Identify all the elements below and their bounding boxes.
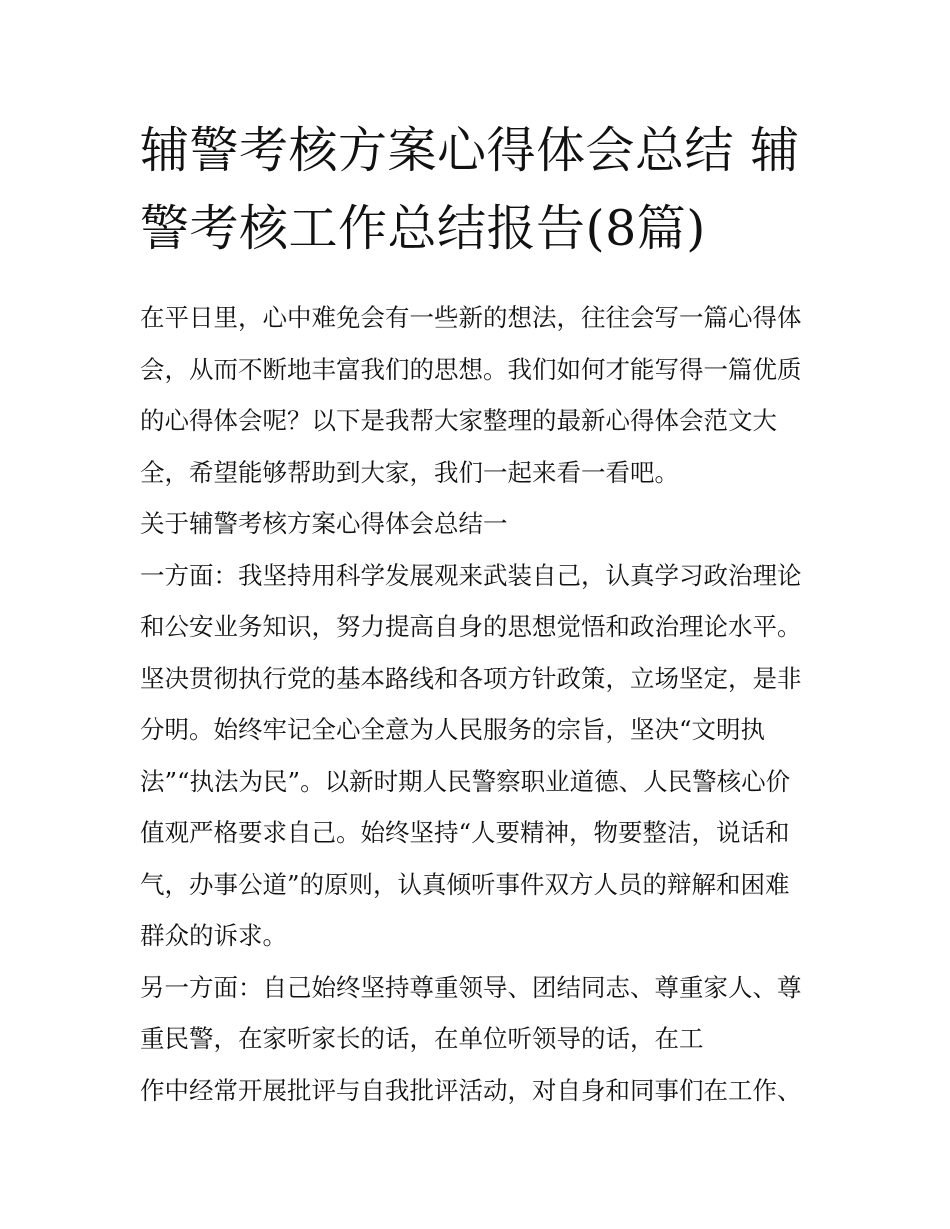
text-line: 一方面：我坚持用科学发展观来武装自己，认真学习政治理论 [140, 560, 802, 590]
text-line: 和公安业务知识，努力提高自身的思想觉悟和政治理论水平。 [140, 612, 802, 641]
text-line: 作中经常开展批评与自我批评活动，对自身和同事们在工作、 [140, 1075, 802, 1105]
text-line: 值观严格要求自己。始终坚持“人要精神，物要整洁，说话和 [140, 818, 790, 847]
body-paragraph-2 [140, 962, 820, 1117]
title-line: 辅警考核方案心得体会总结 辅 [140, 122, 800, 179]
title-line: 警考核工作总结报告(8篇) [140, 200, 706, 257]
text-line: 气，办事公道”的原则，认真倾听事件双方人员的辩解和困难 [140, 869, 790, 899]
text-line: 另一方面：自己始终坚持尊重领导、团结同志、尊重家人、尊 [140, 972, 802, 1002]
text-line: 群众的诉求。 [140, 921, 287, 950]
document-title [140, 112, 820, 268]
text-line: 分明。始终牢记全心全意为人民服务的宗旨，坚决“文明执 [140, 715, 766, 744]
text-line: 法”“执法为民”。以新时期人民警察职业道德、人民警核心价 [140, 766, 791, 796]
intro-paragraph [140, 292, 820, 498]
text-line: 会，从而不断地丰富我们的思想。我们如何才能写得一篇优质 [140, 354, 802, 384]
text-line: 重民警，在家听家长的话，在单位听领导的话，在工 [140, 1024, 704, 1053]
document-page [140, 112, 820, 1116]
text-line: 坚决贯彻执行党的基本路线和各项方针政策，立场坚定，是非 [140, 663, 802, 693]
text-line: 关于辅警考核方案心得体会总结一 [140, 509, 508, 538]
text-line: 的心得体会呢？以下是我帮大家整理的最新心得体会范文大 [140, 406, 777, 435]
text-line: 在平日里，心中难免会有一些新的想法，往往会写一篇心得体 [140, 303, 802, 332]
body-paragraph-1 [140, 550, 820, 962]
text-line: 全，希望能够帮助到大家，我们一起来看一看吧。 [140, 457, 679, 487]
section-heading [140, 498, 820, 550]
